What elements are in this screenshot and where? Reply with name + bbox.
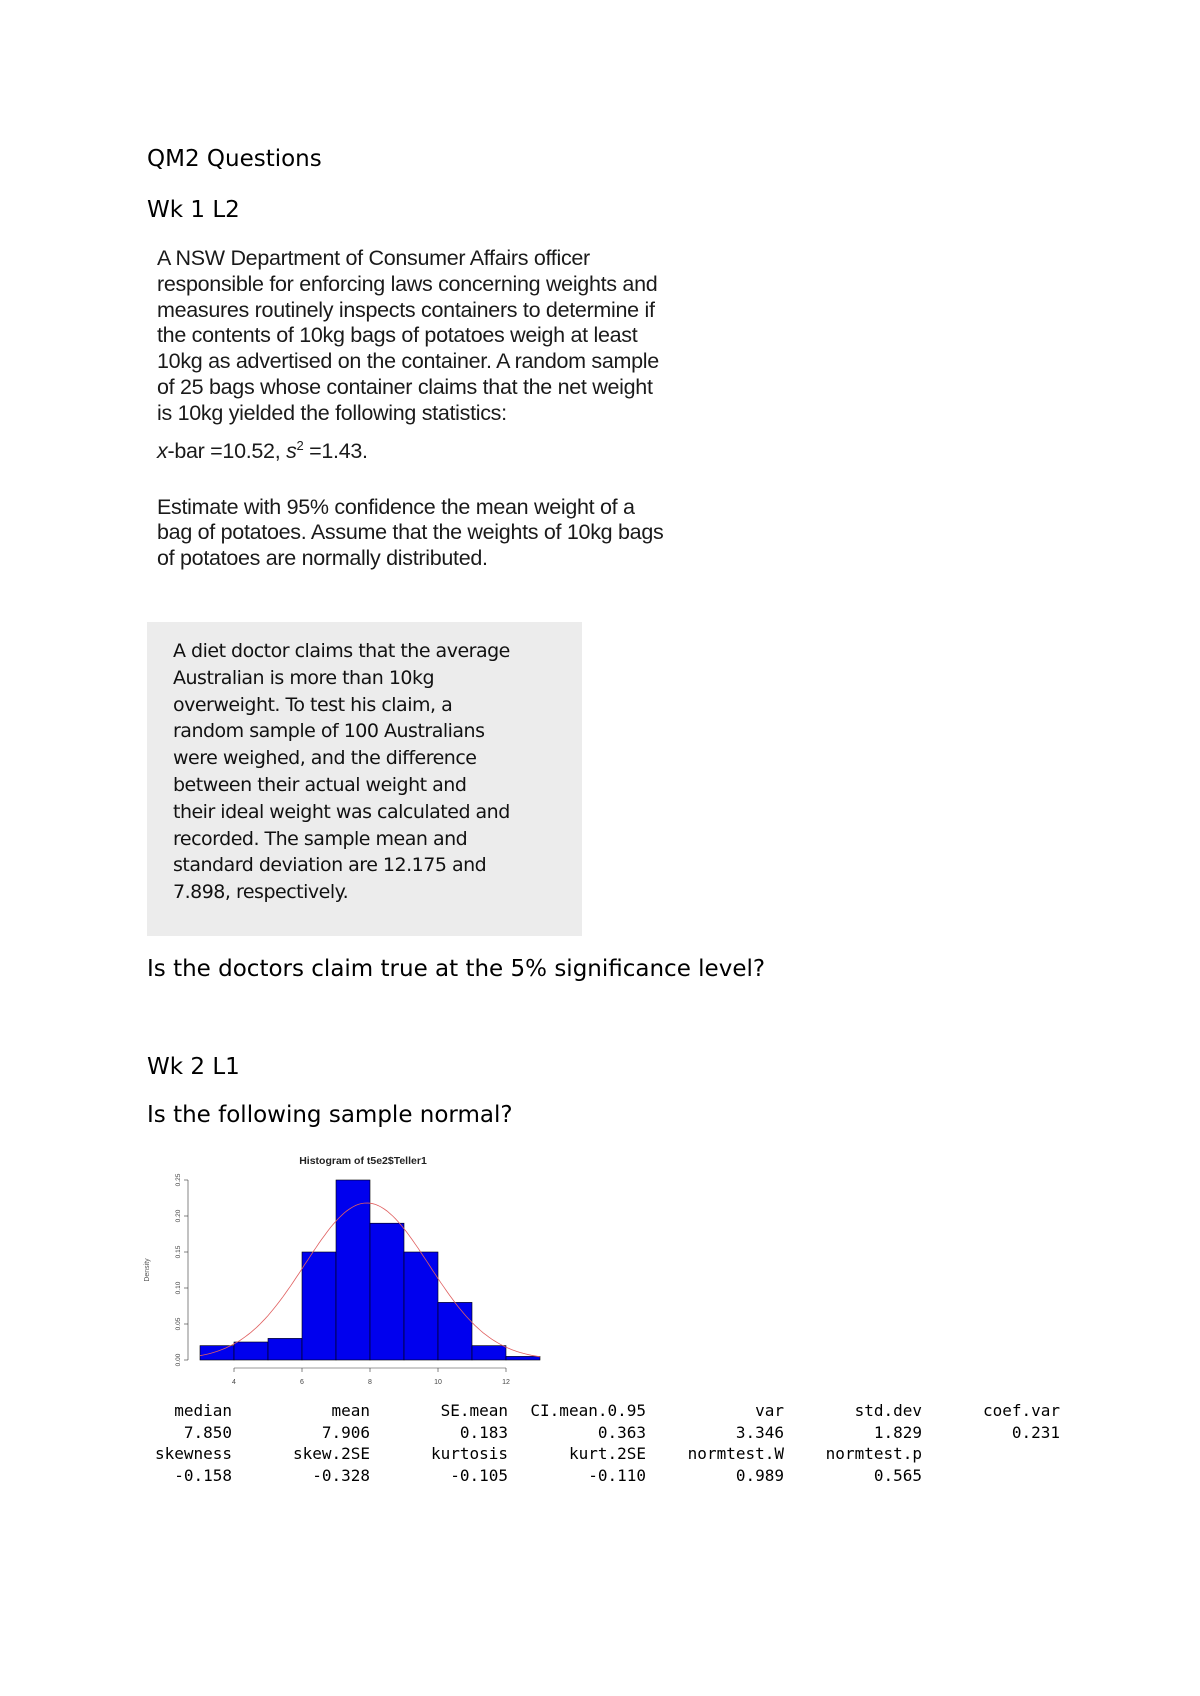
stats-header-cell: var (755, 1401, 784, 1420)
stats-value-cell: -0.158 (174, 1465, 232, 1485)
stats-header-cell: mean (331, 1401, 370, 1420)
q1-estimate-line: of potatoes are normally distributed. (157, 546, 488, 571)
stats-header-cell: median (174, 1401, 232, 1420)
stats-header-row (140, 1400, 1060, 1422)
q1-line: responsible for enforcing laws concerning weights and (157, 271, 658, 296)
stats-header-row (140, 1443, 1060, 1465)
y-tick-label: 0.20 (175, 1209, 182, 1223)
q2-line: overweight. To test his claim, a (173, 693, 453, 716)
x-tick-label: 4 (232, 1379, 236, 1386)
q1-line: 10kg as advertised on the container. A random sample (157, 349, 659, 374)
q1-estimate (157, 495, 757, 572)
q1-line: measures routinely inspects containers to determine if (157, 297, 655, 322)
q2-line: 7.898, respectively. (173, 881, 349, 904)
week1-heading: Wk 1 L2 (147, 197, 240, 223)
histogram-bar (370, 1223, 404, 1360)
q1-statistics (157, 433, 757, 465)
q1-line: the contents of 10kg bags of potatoes weigh at least (157, 323, 638, 348)
question2-prompt: Is the doctors claim true at the 5% significance level? (147, 956, 766, 982)
question3-prompt: Is the following sample normal? (147, 1102, 513, 1128)
chart-title: Histogram of t5e2$Teller1 (299, 1155, 427, 1167)
q2-line: A diet doctor claims that the average (173, 640, 510, 662)
y-tick-label: 0.15 (175, 1245, 182, 1259)
question2-box (147, 622, 582, 936)
x-tick-label: 8 (368, 1379, 372, 1386)
y-tick-label: 0.10 (175, 1281, 182, 1295)
xbar-symbol: x (157, 438, 168, 463)
y-axis (175, 1173, 188, 1366)
x-axis (232, 1368, 510, 1386)
y-tick-label: 0.00 (175, 1353, 182, 1367)
q2-line: were weighed, and the difference (173, 747, 477, 770)
q1-line: of 25 bags whose container claims that the net weight (157, 374, 653, 399)
stats-value-cell (922, 1465, 1060, 1487)
q1-estimate-line: bag of potatoes. Assume that the weights of 10kg bags (157, 520, 664, 545)
stats-header-cell: kurt.2SE (568, 1444, 646, 1463)
q2-line: Australian is more than 10kg (173, 666, 435, 689)
x-tick-label: 12 (502, 1379, 510, 1386)
question1-text-image (157, 246, 757, 572)
xbar-value: -bar =10.52, (167, 438, 287, 463)
q2-line: their ideal weight was calculated and (173, 800, 510, 823)
histogram-bars (200, 1180, 540, 1360)
stats-value-cell: 0.183 (459, 1422, 508, 1442)
stats-header-cell: CI.mean.0.95 (530, 1401, 646, 1420)
y-tick-label: 0.05 (175, 1317, 182, 1331)
question2-text (173, 638, 573, 906)
stats-header-cell: kurtosis (430, 1444, 508, 1463)
stats-value-cell: 1.829 (873, 1422, 922, 1442)
stats-value-cell: 0.989 (735, 1465, 784, 1485)
stats-value-cell: 0.565 (873, 1465, 922, 1485)
y-tick-label: 0.25 (175, 1173, 182, 1187)
histogram-bar (200, 1346, 234, 1360)
stats-value-cell: 7.906 (321, 1422, 370, 1442)
q2-line: between their actual weight and (173, 773, 467, 796)
histogram-bar (438, 1302, 472, 1360)
histogram-bar (404, 1252, 438, 1360)
histogram-bar (234, 1342, 268, 1360)
stats-header-cell: SE.mean (440, 1401, 508, 1420)
stats-header-cell: coef.var (982, 1401, 1060, 1420)
stats-header-cell: normtest.p (825, 1444, 922, 1463)
stats-value-cell: -0.105 (450, 1465, 508, 1485)
s-squared: 2 (296, 437, 304, 453)
stats-header-cell: skew.2SE (292, 1444, 370, 1463)
stats-header-cell (922, 1443, 1060, 1465)
s2-value: =1.43. (303, 438, 368, 463)
document-title: QM2 Questions (147, 146, 322, 172)
stats-header-cell: skewness (154, 1444, 232, 1463)
stats-value-cell: 3.346 (735, 1422, 784, 1442)
stats-value-row (140, 1422, 1060, 1444)
histogram-chart (140, 1150, 560, 1390)
stats-value-cell: 0.363 (597, 1422, 646, 1442)
stats-value-cell: 0.231 (1011, 1422, 1060, 1442)
q2-line: recorded. The sample mean and (173, 827, 468, 850)
stats-value-cell: 7.850 (183, 1422, 232, 1442)
week2-heading: Wk 2 L1 (147, 1054, 240, 1080)
q2-line: standard deviation are 12.175 and (173, 854, 487, 877)
y-axis-label: Density (144, 1258, 151, 1282)
q1-line: A NSW Department of Consumer Affairs officer (157, 246, 590, 270)
x-tick-label: 10 (434, 1379, 442, 1386)
stats-value-row (140, 1465, 1060, 1487)
stats-header-cell: normtest.W (687, 1444, 784, 1463)
q1-estimate-line: Estimate with 95% confidence the mean weight of a (157, 494, 635, 519)
histogram-bar (268, 1338, 302, 1360)
s-symbol: s (286, 438, 297, 463)
q1-line: is 10kg yielded the following statistics: (157, 400, 507, 425)
stats-header-cell: std.dev (854, 1401, 922, 1420)
histogram-bar (302, 1252, 336, 1360)
q2-line: random sample of 100 Australians (173, 720, 485, 743)
stats-value-cell: -0.110 (588, 1465, 646, 1485)
x-tick-label: 6 (300, 1379, 304, 1386)
descriptive-stats-table (140, 1400, 1060, 1486)
histogram-bar (506, 1356, 540, 1360)
stats-value-cell: -0.328 (312, 1465, 370, 1485)
histogram-bar (472, 1346, 506, 1360)
